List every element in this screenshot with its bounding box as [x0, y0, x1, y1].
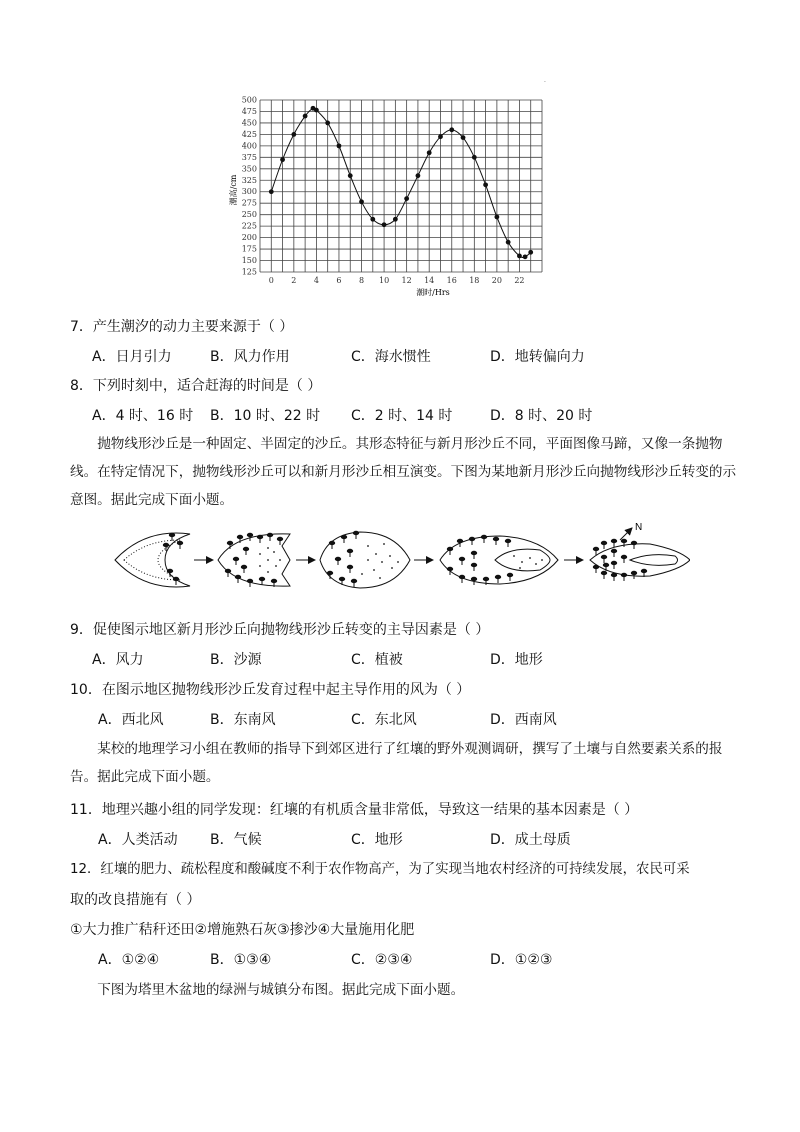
data-point: [416, 173, 421, 178]
q9-option-c: C．植被: [351, 652, 403, 668]
question-7-stem: 7．产生潮汐的动力主要来源于（ ）: [70, 319, 294, 335]
q11-option-c: C．地形: [351, 832, 403, 848]
y-tick-label: 475: [241, 106, 257, 116]
y-tick-label: 450: [241, 118, 257, 128]
y-tick-label: 325: [241, 175, 257, 185]
y-axis-ticks: [242, 96, 257, 277]
q7-option-d: D．地转偏向力: [490, 349, 585, 365]
passage-parabolic-dunes: 抛物线形沙丘是一种固定、半固定的沙丘。其形态特征与新月形沙丘不同，平面图像马蹄，又像一条抛物线。在特定情况下，抛物线形沙丘可以和新月形沙丘相互演变。下图为某地新月形沙丘向抛物线形沙丘转变的示意图。据此完成下面小题。: [70, 436, 737, 508]
y-tick-label: 225: [241, 221, 257, 231]
y-axis-label: 潮高/cm: [229, 174, 238, 206]
q9-option-d: D．地形: [490, 652, 543, 668]
data-point: [449, 127, 454, 132]
passage-tarim-basin: 下图为塔里木盆地的绿洲与城镇分布图。据此完成下面小题。: [97, 982, 465, 998]
q10-option-c: C．东北风: [351, 712, 417, 728]
data-point: [291, 132, 296, 137]
x-tick-label: 6: [336, 276, 342, 285]
q7-option-c: C．海水惯性: [351, 349, 431, 365]
dune-evolution-figure: [110, 520, 690, 600]
question-10-stem: 10．在图示地区抛物线形沙丘发育过程中起主导作用的风为（ ）: [70, 682, 471, 698]
q9-option-b: B．沙源: [210, 652, 262, 668]
x-tick-label: 12: [401, 276, 412, 285]
y-tick-label: 300: [241, 187, 257, 197]
y-tick-label: 275: [241, 198, 257, 208]
data-point: [461, 135, 466, 140]
q10-option-b: B．东南风: [210, 712, 276, 728]
dune-stage-4: [440, 535, 558, 585]
x-tick-label: 0: [268, 276, 274, 285]
q8-option-a: A．4 时、16 时: [92, 408, 194, 424]
q9-option-a: A．风力: [92, 652, 144, 668]
dune-stage-3: [320, 531, 410, 588]
data-point: [314, 108, 319, 113]
q7-option-b: B．风力作用: [210, 349, 290, 365]
y-tick-label: 350: [241, 164, 257, 174]
q12-option-d: D．①②③: [490, 952, 553, 968]
q8-option-c: C．2 时、14 时: [351, 408, 453, 424]
y-tick-label: 400: [241, 141, 257, 151]
q10-option-a: A．西北风: [98, 712, 164, 728]
x-tick-label: 10: [378, 276, 390, 285]
y-tick-label: 150: [241, 256, 257, 266]
y-tick-label: 500: [241, 95, 257, 105]
passage-red-soil: 某校的地理学习小组在教师的指导下到郊区进行了红壤的野外观测调研，撰写了土壤与自然要素关系的报告。据此完成下面小题。: [70, 741, 723, 785]
q11-option-d: D．成土母质: [490, 832, 571, 848]
q10-option-d: D．西南风: [490, 712, 557, 728]
question-12-stem-line2: 取的改良措施有（ ）: [70, 892, 201, 908]
y-tick-label: 175: [241, 244, 257, 254]
data-point: [517, 254, 522, 259]
question-8-stem: 8．下列时刻中，适合赶海的时间是（ ）: [70, 378, 322, 394]
y-tick-label: 250: [241, 210, 257, 220]
data-point: [528, 250, 533, 255]
data-point: [370, 217, 375, 222]
q12-option-a: A．①②④: [98, 952, 160, 968]
dune-stage-2: [218, 533, 290, 587]
data-point: [483, 182, 488, 187]
question-9-stem: 9．促使图示地区新月形沙丘向抛物线形沙丘转变的主导因素是（ ）: [70, 622, 490, 638]
x-tick-label: 2: [291, 276, 297, 285]
tide-chart: [0, 0, 800, 310]
data-point: [303, 114, 308, 119]
q11-option-b: B．气候: [210, 832, 262, 848]
q12-option-b: B．①③④: [210, 952, 272, 968]
dune-stage-5: [590, 522, 690, 581]
data-point: [404, 196, 409, 201]
x-tick-label: 4: [313, 276, 319, 285]
y-tick-label: 200: [241, 233, 257, 243]
data-point: [359, 199, 364, 204]
tide-points: [269, 106, 533, 259]
question-12-stem-line1: 12．红壤的肥力、疏松程度和酸碱度不利于农作物高产，为了实现当地农村经济的可持续发展，农民可采: [70, 862, 690, 877]
svg-text:·: ·: [544, 79, 546, 86]
y-tick-label: 125: [241, 267, 257, 277]
tide-curve: [271, 108, 530, 258]
chart-grid: [260, 100, 542, 272]
x-axis-label: 潮时/Hrs: [416, 288, 450, 297]
q8-option-b: B．10 时、22 时: [210, 408, 321, 424]
data-point: [269, 189, 274, 194]
data-point: [393, 217, 398, 222]
x-tick-label: 20: [491, 276, 502, 285]
x-tick-label: 16: [446, 276, 457, 285]
x-tick-label: 18: [469, 276, 480, 285]
question-12-items: ①大力推广秸秆还田②增施熟石灰③掺沙④大量施用化肥: [70, 922, 415, 938]
data-point: [523, 254, 528, 259]
data-point: [382, 222, 387, 227]
q11-option-a: A．人类活动: [98, 832, 178, 848]
data-point: [472, 155, 477, 160]
x-tick-label: 22: [514, 276, 525, 285]
data-point: [494, 215, 499, 220]
question-11-stem: 11．地理兴趣小组的同学发现：红壤的有机质含量非常低，导致这一结果的基本因素是（ ）: [70, 802, 639, 818]
data-point: [348, 173, 353, 178]
y-tick-label: 375: [241, 152, 257, 162]
q12-option-c: C．②③④: [351, 952, 413, 968]
north-arrow-icon: [620, 528, 632, 540]
north-label: N: [635, 522, 643, 533]
q8-option-d: D．8 时、20 时: [490, 408, 593, 424]
x-tick-label: 8: [358, 276, 365, 285]
x-tick-label: 14: [424, 276, 435, 285]
data-point: [506, 240, 511, 245]
x-axis-ticks: [269, 276, 525, 285]
y-tick-label: 425: [241, 129, 257, 139]
data-point: [325, 121, 330, 126]
dune-stage-1: [115, 533, 190, 587]
q7-option-a: A．日月引力: [92, 349, 172, 365]
data-point: [280, 157, 285, 162]
data-point: [427, 150, 432, 155]
data-point: [438, 134, 443, 139]
data-point: [337, 143, 342, 148]
